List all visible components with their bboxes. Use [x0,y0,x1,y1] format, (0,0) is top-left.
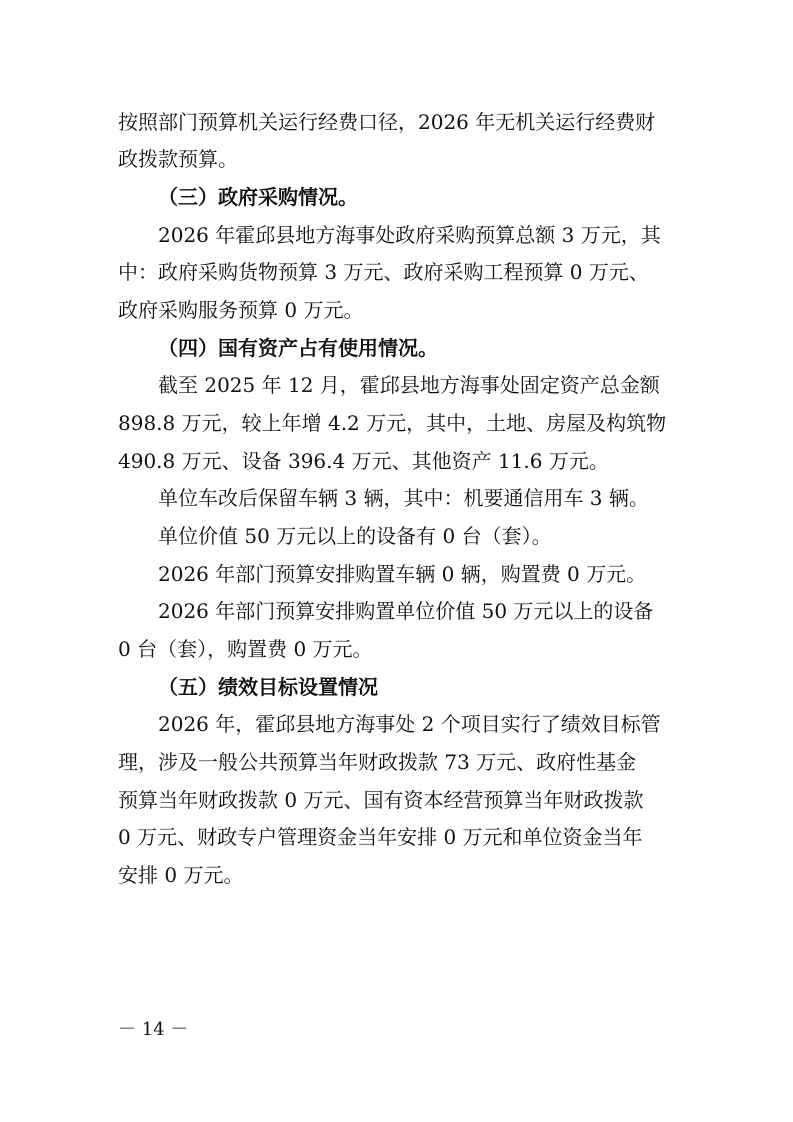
text-line: 理，涉及一般公共预算当年财政拨款 73 万元、政府性基金 [118,750,637,774]
text-line: 单位车改后保留车辆 3 辆，其中：机要通信用车 3 辆。 [158,486,649,510]
text-line: 政拨款预算。 [118,147,238,171]
text-line: 898.8 万元，较上年增 4.2 万元，其中，土地、房屋及构筑物 [118,411,667,435]
section-heading: （三）政府采购情况。 [158,185,358,209]
text-line: 政府采购服务预算 0 万元。 [118,298,364,322]
text-line: 2026 年部门预算安排购置单位价值 50 万元以上的设备 [158,599,654,623]
section-heading: （五）绩效目标设置情况 [158,675,378,699]
text-line: 2026 年霍邱县地方海事处政府采购预算总额 3 万元，其 [158,223,661,247]
text-line: 预算当年财政拨款 0 万元、国有资本经营预算当年财政拨款 [118,788,644,812]
text-line: 490.8 万元、设备 396.4 万元、其他资产 11.6 万元。 [118,449,609,473]
text-line: 安排 0 万元。 [118,863,244,887]
text-line: 单位价值 50 万元以上的设备有 0 台（套）。 [158,524,552,548]
page-number: － 14 － [118,1019,189,1040]
section-heading: （四）国有资产占有使用情况。 [158,336,438,360]
text-line: 0 万元、财政专户管理资金当年安排 0 万元和单位资金当年 [118,825,643,849]
text-line: 2026 年部门预算安排购置车辆 0 辆，购置费 0 万元。 [158,562,647,586]
text-line: 按照部门预算机关运行经费口径，2026 年无机关运行经费财 [118,110,656,134]
text-line: 2026 年，霍邱县地方海事处 2 个项目实行了绩效目标管 [158,712,661,736]
text-line: 中：政府采购货物预算 3 万元、政府采购工程预算 0 万元、 [118,260,649,284]
text-line: 0 台（套），购置费 0 万元。 [118,637,373,661]
text-line: 截至 2025 年 12 月，霍邱县地方海事处固定资产总金额 [158,373,660,397]
